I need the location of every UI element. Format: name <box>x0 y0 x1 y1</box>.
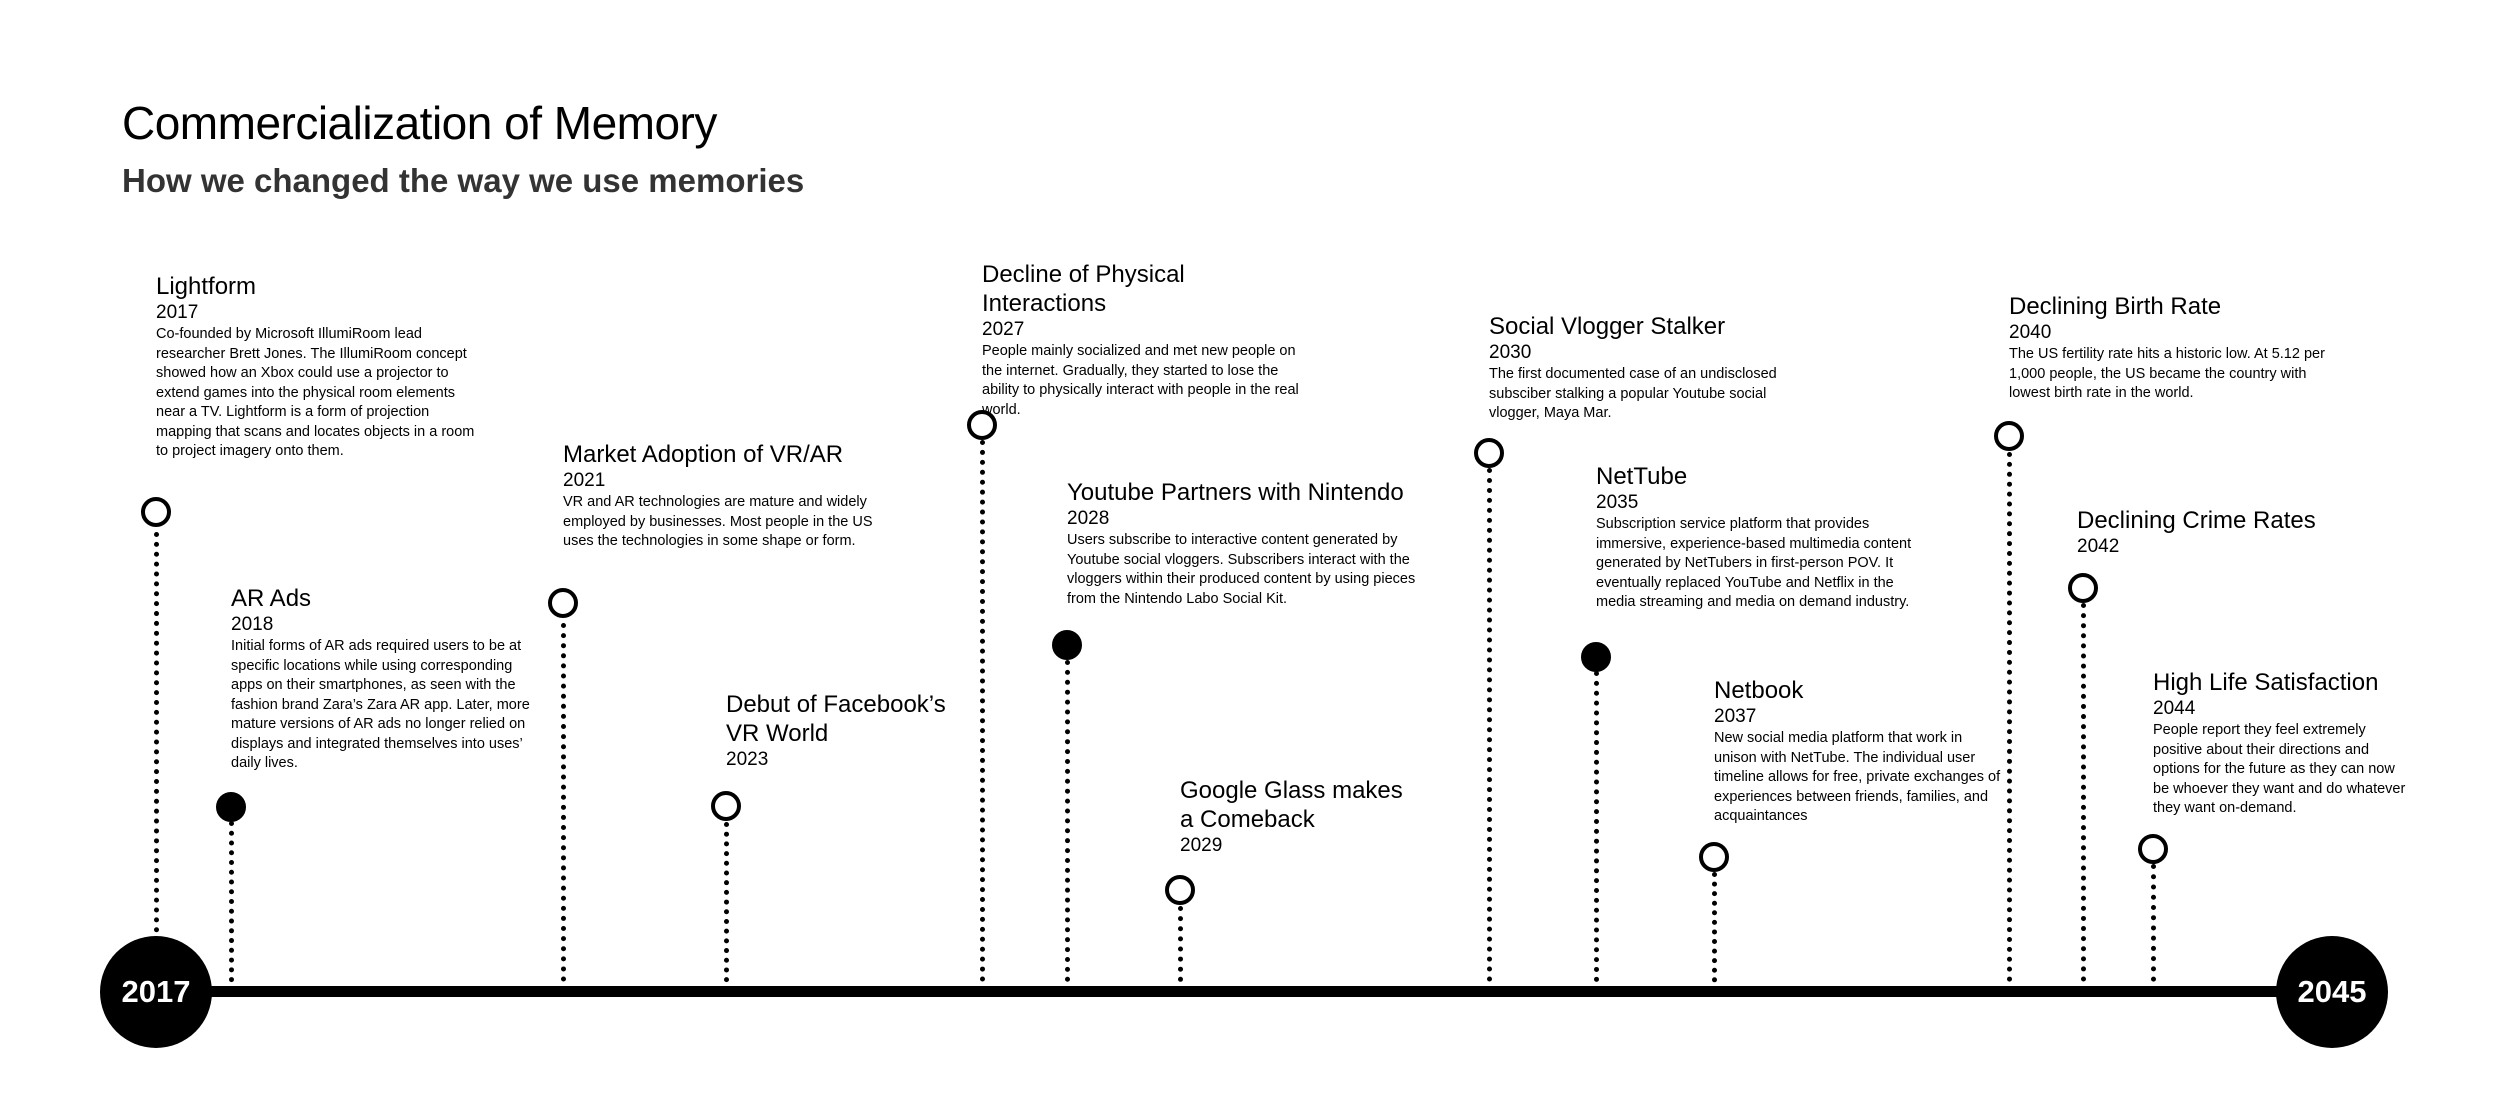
event-year: 2042 <box>2077 536 2120 557</box>
stem-google-glass <box>1178 906 1183 992</box>
event-life-satisfaction <box>2153 668 2413 819</box>
event-year: 2017 <box>156 302 199 323</box>
event-title: Youtube Partners with Nintendo <box>1067 479 1404 506</box>
event-title: Declining Crime Rates <box>2077 507 2316 534</box>
event-google-glass <box>1180 776 1420 858</box>
event-netbook <box>1714 676 2004 827</box>
stem-youtube-nintendo <box>1065 660 1070 992</box>
event-title: Declining Birth Rate <box>2009 293 2222 320</box>
marker-nettube <box>1581 642 1611 672</box>
event-year: 2044 <box>2153 698 2196 719</box>
stem-crime-rates <box>2081 603 2086 992</box>
end-year-circle: 2045 <box>2276 936 2388 1048</box>
page-subtitle: How we changed the way we use memories <box>122 162 805 199</box>
event-description: The US fertility rate hits a historic low. At 5.12 per 1,000 people, the US became the country with lowest birth rate in the world. <box>2009 346 2325 401</box>
event-year: 2040 <box>2009 322 2052 343</box>
marker-google-glass <box>1165 875 1195 905</box>
event-year: 2035 <box>1596 492 1639 513</box>
event-year: 2030 <box>1489 342 1532 363</box>
stem-birth-rate <box>2007 452 2012 992</box>
marker-crime-rates <box>2068 573 2098 603</box>
event-vr-ar-adoption <box>563 440 873 552</box>
event-physical-decline <box>982 260 1312 420</box>
event-year: 2027 <box>982 319 1025 340</box>
event-vlogger-stalker <box>1489 312 1809 424</box>
marker-birth-rate <box>1994 421 2024 451</box>
start-year-circle: 2017 <box>100 936 212 1048</box>
stem-lightform <box>154 532 159 992</box>
event-title: AR Ads <box>231 585 312 612</box>
stem-life-satisfaction <box>2151 864 2156 992</box>
marker-vlogger-stalker <box>1474 438 1504 468</box>
event-facebook-vr <box>726 690 976 772</box>
event-description: Users subscribe to interactive content generated by Youtube social vloggers. Subscribers interact with the vloggers within their produced content by using pieces from the Nintendo Labo Social Kit. <box>1067 532 1416 607</box>
event-year: 2037 <box>1714 706 1757 727</box>
stem-facebook <box>724 822 729 992</box>
timeline-axis <box>160 986 2360 997</box>
event-title: Decline of Physical Interactions <box>982 261 1185 317</box>
stem-vlogger-stalker <box>1487 468 1492 992</box>
event-title: Market Adoption of VR/AR <box>563 441 844 468</box>
event-description: Co-founded by Microsoft IllumiRoom lead researcher Brett Jones. The IllumiRoom concept showed how an Xbox could use a projector to extend games into the physical room elements near a TV. Lightform is a form of projection mapping that scans and locates objects in a room to project imagery onto them. <box>156 326 475 459</box>
marker-youtube-nintendo <box>1052 630 1082 660</box>
event-description: Initial forms of AR ads required users to be at specific locations while using corresponding apps on their smartphones, as seen with the fashion brand Zara’s Zara AR app. Later, more mature versions of AR ads no longer relied on displays and integrated themselves into uses’ daily lives. <box>231 638 530 771</box>
event-ar-ads <box>231 584 541 774</box>
event-description: People report they feel extremely positive about their directions and options for the future as they can now be whoever they want and do whatever they want on-demand. <box>2153 722 2406 816</box>
stem-netbook <box>1712 872 1717 992</box>
page-title: Commercialization of Memory <box>122 97 717 149</box>
event-year: 2028 <box>1067 508 1110 529</box>
event-title: NetTube <box>1596 463 1688 490</box>
stem-nettube <box>1594 671 1599 992</box>
event-year: 2023 <box>726 749 769 770</box>
event-title: High Life Satisfaction <box>2153 669 2379 696</box>
event-title: Lightform <box>156 273 257 300</box>
event-nettube <box>1596 462 1926 613</box>
event-description: Subscription service platform that provides immersive, experience-based multimedia content generated by NetTubers in first-person POV. It eventually replaced YouTube and Netflix in the media streaming and media on demand industry. <box>1596 516 1912 610</box>
event-description: VR and AR technologies are mature and widely employed by businesses. Most people in the US uses the technologies in some shape or form. <box>563 494 873 549</box>
event-title: Netbook <box>1714 677 1804 704</box>
event-birth-rate <box>2009 292 2339 404</box>
marker-vr-ar <box>548 588 578 618</box>
marker-life-satisfaction <box>2138 834 2168 864</box>
event-description: The first documented case of an undisclosed subsciber stalking a popular Youtube social vlogger, Maya Mar. <box>1489 366 1777 421</box>
marker-ar-ads <box>216 792 246 822</box>
event-year: 2021 <box>563 470 606 491</box>
event-year: 2029 <box>1180 835 1223 856</box>
stem-physical <box>980 440 985 992</box>
event-description: New social media platform that work in unison with NetTube. The individual user timeline allows for free, private exchanges of experiences between friends, families, and acquaintances <box>1714 730 2001 824</box>
marker-netbook <box>1699 842 1729 872</box>
marker-lightform <box>141 497 171 527</box>
event-description: People mainly socialized and met new people on the internet. Gradually, they started to lose the ability to physically interact with people in the real world. <box>982 343 1299 418</box>
event-title: Google Glass makes a Comeback <box>1180 777 1403 833</box>
event-crime-rates <box>2077 506 2337 559</box>
event-year: 2018 <box>231 614 274 635</box>
event-title: Debut of Facebook’s VR World <box>726 691 946 747</box>
event-lightform <box>156 272 476 462</box>
stem-ar-ads <box>229 821 234 992</box>
stem-vr-ar <box>561 623 566 992</box>
event-title: Social Vlogger Stalker <box>1489 313 1726 340</box>
marker-facebook <box>711 791 741 821</box>
event-youtube-nintendo <box>1067 478 1437 609</box>
